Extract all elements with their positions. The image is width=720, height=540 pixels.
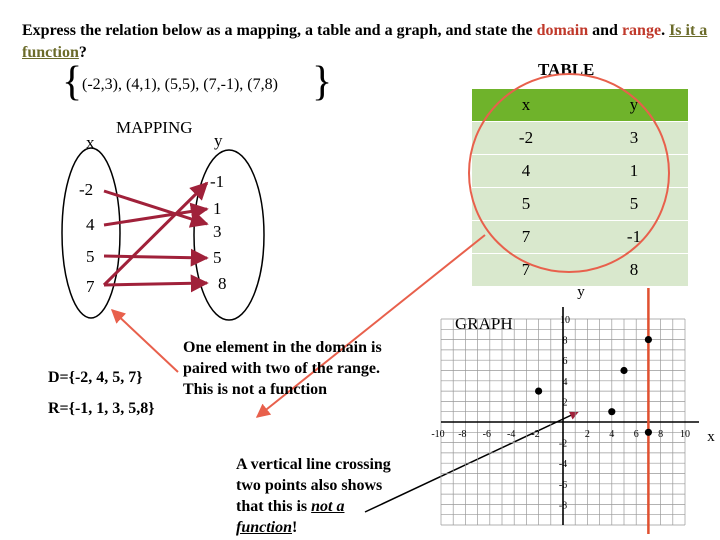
table-cell: 5: [472, 188, 580, 221]
table-cell: 3: [580, 122, 688, 155]
y-tick-label: 10: [560, 315, 570, 326]
range-value: 3: [213, 222, 222, 241]
vertical-line-note-end: !: [292, 519, 298, 536]
x-tick-label: -4: [507, 429, 516, 440]
range-set: R={-1, 1, 3, 5,8}: [48, 400, 155, 417]
mapping-y-label: y: [214, 131, 223, 150]
x-tick-label: 2: [584, 429, 590, 440]
title-range-word: range: [621, 22, 662, 39]
x-axis-label: x: [707, 429, 715, 445]
table-cell: -2: [472, 122, 580, 155]
mapping-x-label: x: [86, 133, 95, 152]
x-tick-label: 6: [633, 429, 639, 440]
table-cell: 7: [472, 221, 580, 254]
vertical-line-note-text: A vertical line crossing two points also shows that this is: [236, 456, 391, 515]
table-cell: 5: [580, 188, 688, 221]
range-value: 1: [213, 199, 222, 218]
left-brace: {: [62, 59, 83, 105]
table-cell: 1: [580, 155, 688, 188]
data-point: [645, 336, 652, 343]
graph-y-ticks: [559, 315, 570, 511]
title-dot: .: [661, 22, 670, 39]
range-value: -1: [210, 172, 225, 191]
vertical-line-note-emphasis: not a function: [236, 498, 345, 536]
table-cell: 7: [472, 254, 580, 287]
data-point: [535, 388, 542, 395]
title-question-mark: ?: [78, 44, 87, 61]
title-domain-word: domain: [536, 22, 589, 39]
y-axis-label: y: [577, 284, 585, 300]
relation-set: (-2,3), (4,1), (5,5), (7,-1), (7,8): [82, 76, 278, 93]
x-tick-label: 8: [658, 429, 664, 440]
range-value: 5: [213, 248, 222, 267]
y-tick-label: -8: [558, 500, 568, 512]
y-tick-label: 2: [562, 397, 568, 409]
table-cell: 8: [580, 254, 688, 287]
table-header-y: y: [580, 89, 688, 122]
x-tick-label: 10: [680, 429, 690, 440]
domain-value: -2: [79, 180, 94, 199]
data-point: [620, 367, 627, 374]
data-point: [645, 429, 652, 436]
title-text: Express the relation below as a mapping, a table and a graph, and state the: [22, 22, 537, 39]
y-tick-label: -4: [558, 459, 568, 471]
domain-set: D={-2, 4, 5, 7}: [48, 369, 143, 386]
title-question: Is it a function: [22, 22, 708, 61]
not-function-note: One element in the domain is paired with two of the range. This is not a function: [183, 339, 382, 398]
graph-title: GRAPH: [455, 314, 513, 333]
x-tick-label: 4: [609, 429, 615, 440]
y-tick-label: 8: [562, 335, 568, 347]
x-tick-label: -8: [458, 429, 467, 440]
domain-value: 4: [86, 215, 95, 234]
graph-points: [535, 336, 652, 436]
table-cell: -1: [580, 221, 688, 254]
y-tick-label: 4: [562, 376, 568, 388]
table-header-x: x: [472, 89, 580, 122]
domain-value: 7: [86, 277, 95, 296]
graph-axis-labels: [577, 284, 715, 445]
y-tick-label: 6: [562, 356, 568, 368]
mapping-title: MAPPING: [116, 118, 193, 137]
title-and: and: [588, 22, 618, 39]
x-tick-label: -6: [482, 429, 491, 440]
table-cell: 4: [472, 155, 580, 188]
y-tick-label: -6: [558, 479, 568, 491]
range-value: 8: [218, 274, 227, 293]
x-tick-label: -2: [531, 429, 540, 440]
right-brace: }: [312, 59, 333, 105]
y-tick-label: -2: [558, 438, 568, 450]
x-tick-label: -10: [431, 429, 445, 440]
table-title: TABLE: [538, 60, 595, 79]
domain-value: 5: [86, 247, 95, 266]
data-point: [608, 408, 615, 415]
